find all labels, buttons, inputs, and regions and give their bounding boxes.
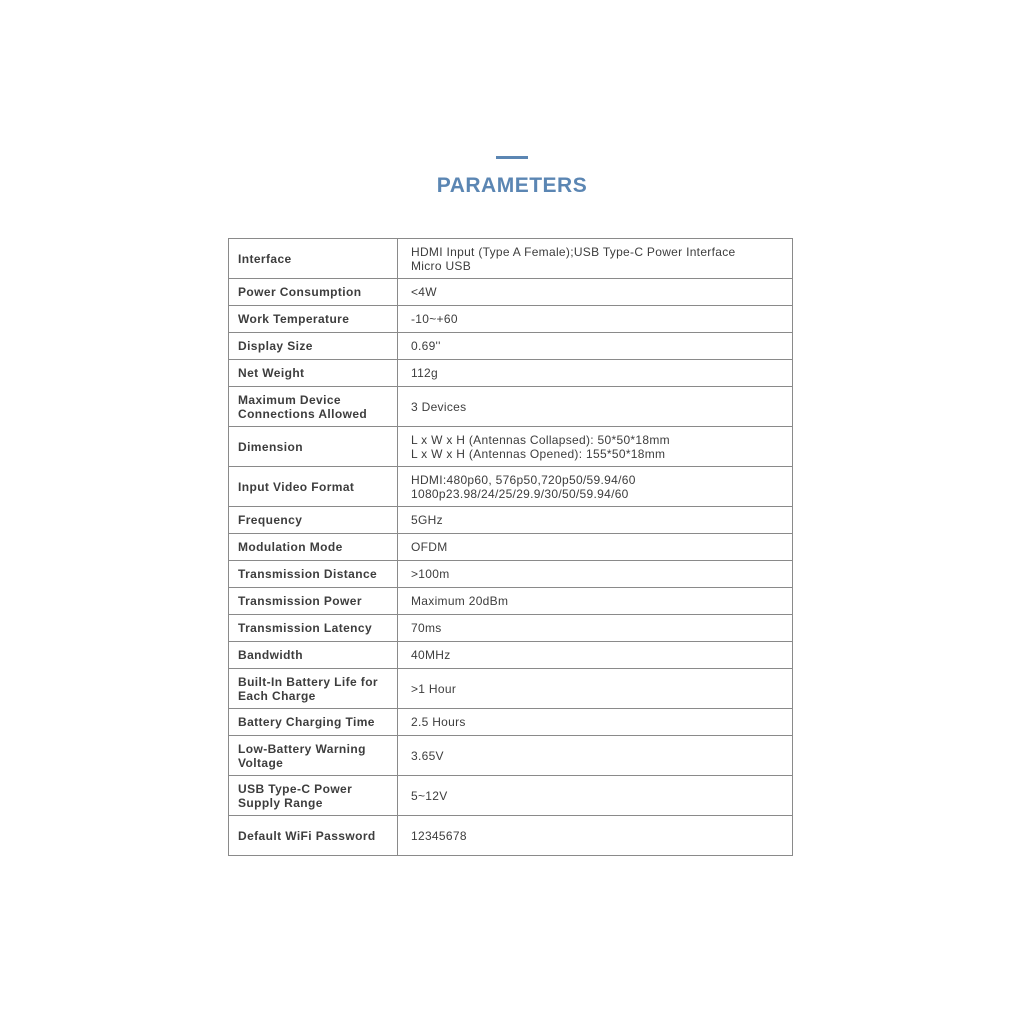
table-row [229, 669, 793, 709]
table-row [229, 306, 793, 333]
title-accent-bar [496, 156, 528, 159]
parameter-value-line: HDMI:480p60, 576p50,720p50/59.94/60 [411, 472, 636, 487]
parameter-label: Transmission Power [229, 588, 398, 615]
parameter-value [398, 642, 793, 669]
parameter-label: Bandwidth [229, 642, 398, 669]
parameter-value-line: L x W x H (Antennas Opened): 155*50*18mm [411, 446, 666, 461]
parameter-value-line: >1 Hour [411, 681, 457, 696]
parameter-value-line: 5~12V [411, 788, 448, 803]
parameter-value [398, 588, 793, 615]
table-row [229, 333, 793, 360]
parameter-value-line: 1080p23.98/24/25/29.9/30/50/59.94/60 [411, 486, 629, 501]
parameter-value-line: 5GHz [411, 513, 443, 527]
parameter-value-line: 112g [411, 366, 439, 380]
parameter-value [398, 360, 793, 387]
table-row [229, 588, 793, 615]
parameter-label: Work Temperature [229, 306, 398, 333]
table-row [229, 709, 793, 736]
parameter-label: USB Type-C Power Supply Range [229, 776, 398, 816]
parameter-label: Default WiFi Password [229, 816, 398, 856]
parameter-value-line: OFDM [411, 540, 448, 554]
parameter-label: Display Size [229, 333, 398, 360]
table-row [229, 642, 793, 669]
table-row [229, 387, 793, 427]
parameter-value [398, 709, 793, 736]
parameter-value-line: 40MHz [411, 648, 451, 662]
parameter-value-line: -10~+60 [411, 312, 458, 326]
parameter-value [398, 387, 793, 427]
parameter-value [398, 279, 793, 306]
parameter-value [398, 333, 793, 360]
parameter-label: Input Video Format [229, 467, 398, 507]
parameter-label: Power Consumption [229, 279, 398, 306]
parameter-label: Battery Charging Time [229, 709, 398, 736]
table-row [229, 427, 793, 467]
table-row [229, 279, 793, 306]
parameter-value [398, 776, 793, 816]
table-row [229, 776, 793, 816]
table-row [229, 816, 793, 856]
parameters-table [228, 238, 793, 856]
parameter-label: Interface [229, 239, 398, 279]
parameter-value-line: 2.5 Hours [411, 715, 466, 729]
parameter-value-line: >100m [411, 567, 450, 581]
parameter-value-line: 3.65V [411, 748, 444, 763]
parameter-label: Built-In Battery Life for Each Charge [229, 669, 398, 709]
table-row [229, 360, 793, 387]
page-title: PARAMETERS [436, 174, 588, 197]
parameter-value-line: 70ms [411, 621, 442, 635]
parameter-value [398, 306, 793, 333]
parameter-label: Transmission Distance [229, 561, 398, 588]
parameter-value [398, 467, 793, 507]
table-row [229, 507, 793, 534]
table-row [229, 561, 793, 588]
parameter-value-line: Micro USB [411, 258, 472, 273]
parameter-value [398, 534, 793, 561]
table-row [229, 239, 793, 279]
parameter-value [398, 239, 793, 279]
parameter-label: Maximum Device Connections Allowed [229, 387, 398, 427]
table-row [229, 736, 793, 776]
table-row [229, 534, 793, 561]
parameter-value-line: HDMI Input (Type A Female);USB Type-C Power Interface [411, 244, 736, 259]
parameter-value-line: Maximum 20dBm [411, 594, 509, 608]
table-row [229, 467, 793, 507]
parameter-label: Low-Battery Warning Voltage [229, 736, 398, 776]
parameter-label: Dimension [229, 427, 398, 467]
parameters-table-body [229, 239, 793, 856]
parameter-label: Transmission Latency [229, 615, 398, 642]
parameter-label: Net Weight [229, 360, 398, 387]
parameter-value-line: 12345678 [411, 828, 467, 843]
parameter-value [398, 561, 793, 588]
parameter-value [398, 615, 793, 642]
parameter-label: Frequency [229, 507, 398, 534]
parameter-value-line: <4W [411, 285, 437, 299]
table-row [229, 615, 793, 642]
parameter-value [398, 816, 793, 856]
parameter-value [398, 736, 793, 776]
parameter-value [398, 507, 793, 534]
parameter-value-line: 0.69'' [411, 339, 441, 353]
parameter-value-line: 3 Devices [411, 399, 467, 414]
parameter-value-line: L x W x H (Antennas Collapsed): 50*50*18mm [411, 432, 670, 447]
parameter-value [398, 427, 793, 467]
parameter-value [398, 669, 793, 709]
parameter-label: Modulation Mode [229, 534, 398, 561]
